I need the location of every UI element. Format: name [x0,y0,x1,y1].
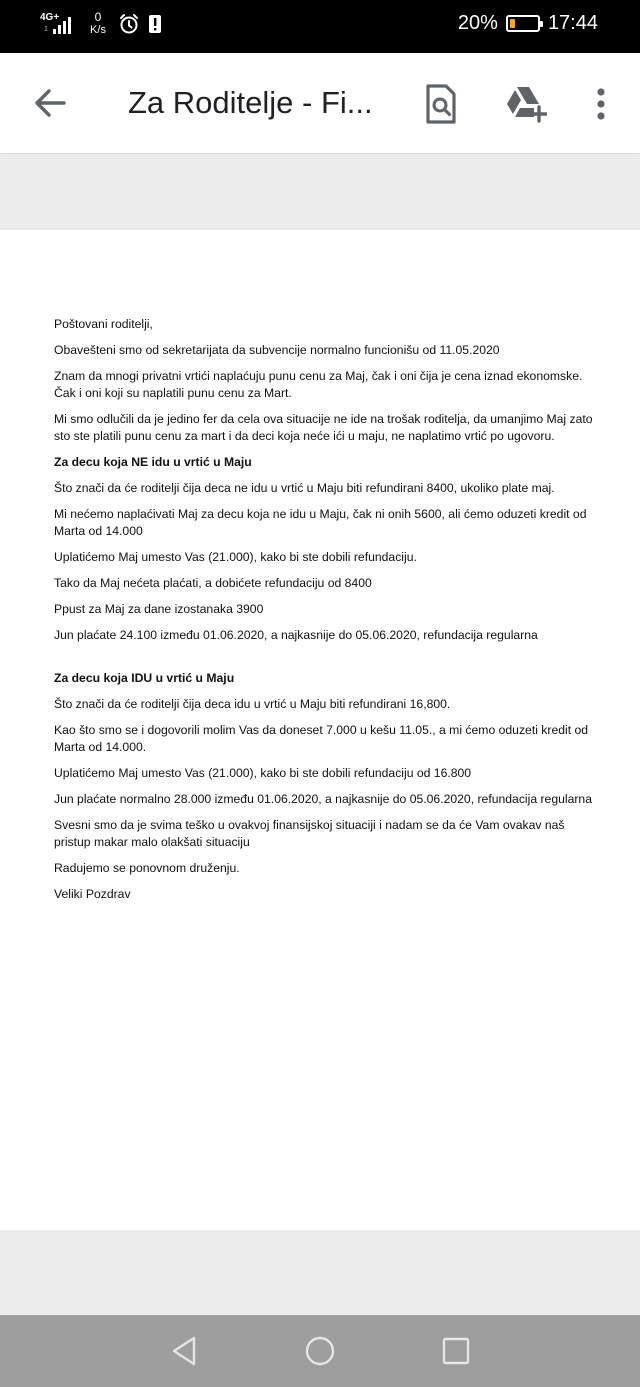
document-paragraph: Veliki Pozdrav [54,887,131,901]
document-body [54,316,602,912]
document-paragraph: Poštovani roditelji, [54,317,153,331]
network-type: 4G+ [40,12,60,23]
clock: 17:44 [547,12,598,34]
document-paragraph: Tako da Maj nećeta plaćati, a dobićete refundaciju od 8400 [54,576,372,590]
back-button[interactable] [22,79,78,127]
document-paragraph: Mi smo odlučili da je jedino fer da cela ova situacije ne ide na trošak roditelja, da umanjimo Maj zato sto ste platili punu cenu za mart i da deci koja neće ići u maju, ne naplatimo vrtić po ugovoru. [54,412,593,443]
section-heading: Za decu koja IDU u vrtić u Maju [54,671,235,685]
battery-percent: 20% [457,12,498,34]
document-paragraph: Kao što smo se i dogovorili molim Vas da doneset 7.000 u kešu 11.05., a mi ćemo oduzeti kredit od Marta od 14.000. [54,723,589,754]
network-speed-unit: K/s [90,24,106,36]
section-heading: Za decu koja NE idu u vrtić u Maju [54,455,252,469]
document-paragraph: Što znači da će roditelji čija deca idu u vrtić u Maju biti refundirani 16,800. [54,697,451,711]
document-paragraph: Radujemo se ponovnom druženju. [54,861,240,875]
document-title: Za Roditelje - Fi... [128,85,373,120]
status-left [40,10,162,38]
app-toolbar [0,53,640,153]
document-paragraph: Svesni smo da je svima teško u ovakvoj finansijskoj situaciji i nadam se da će Vam ovakav naš pristup makar malo olakšati situaciju [54,818,565,849]
document-paragraph: Obavešteni smo od sekretarijata da subvencije normalno funcionišu od 11.05.2020 [54,343,500,357]
status-bar [0,0,640,53]
nav-back-button[interactable] [164,1333,204,1369]
battery-icon [506,15,540,32]
document-paragraph: Uplatićemo Maj umesto Vas (21.000), kako bi ste dobili refundaciju. [54,550,417,564]
nav-back-icon [170,1335,198,1367]
document-paragraph: Jun plaćate 24.100 između 01.06.2020, a najkasnije do 05.06.2020, refundacija regularna [54,628,538,642]
alarm-icon [118,13,140,35]
document-paragraph: Jun plaćate normalno 28.000 između 01.06.2020, a najkasnije do 05.06.2020, refundacija regularna [54,792,592,806]
cellular-signal-icon [40,10,76,38]
document-paragraph: Mi nećemo naplaćivati Maj za decu koja ne idu u Maju, čak ni onih 5600, ali ćemo oduzeti kredit od Marta od 14.000 [54,507,587,538]
more-vert-icon [596,88,606,120]
nav-recents-icon [441,1336,471,1366]
document-paragraph: Uplatićemo Maj umesto Vas (21.000), kako bi ste dobili refundaciju od 16.800 [54,766,472,780]
status-right [458,12,598,35]
network-speed [86,11,110,37]
find-in-document-icon [425,84,457,124]
network-sim: 1 [44,26,48,33]
back-arrow-icon [33,88,67,118]
nav-recents-button[interactable] [436,1333,476,1369]
document-paragraph: Ppust za Maj za dane izostanaka 3900 [54,602,264,616]
nav-home-button[interactable] [300,1333,340,1369]
battery-level [510,19,515,28]
navigation-bar [0,1315,640,1387]
find-in-document-button[interactable] [414,77,468,131]
document-paragraph: Znam da mnogi privatni vrtići naplaćuju punu cenu za Maj, čak i oni čija je cena iznad ekonomske. Čak i oni koji su naplatili punu cenu za Mart. [54,369,583,400]
document-paragraph: Što znači da će roditelji čija deca ne idu u vrtić u Maju biti refundirani 8400, ukoliko plate maj. [54,481,555,495]
document-page [0,230,640,1230]
more-options-button[interactable] [582,77,620,131]
add-to-drive-button[interactable] [498,77,554,131]
network-speed-value: 0 [94,10,102,24]
add-to-drive-icon [505,85,547,123]
nav-home-icon [304,1335,336,1367]
notification-alert-icon [148,13,162,35]
